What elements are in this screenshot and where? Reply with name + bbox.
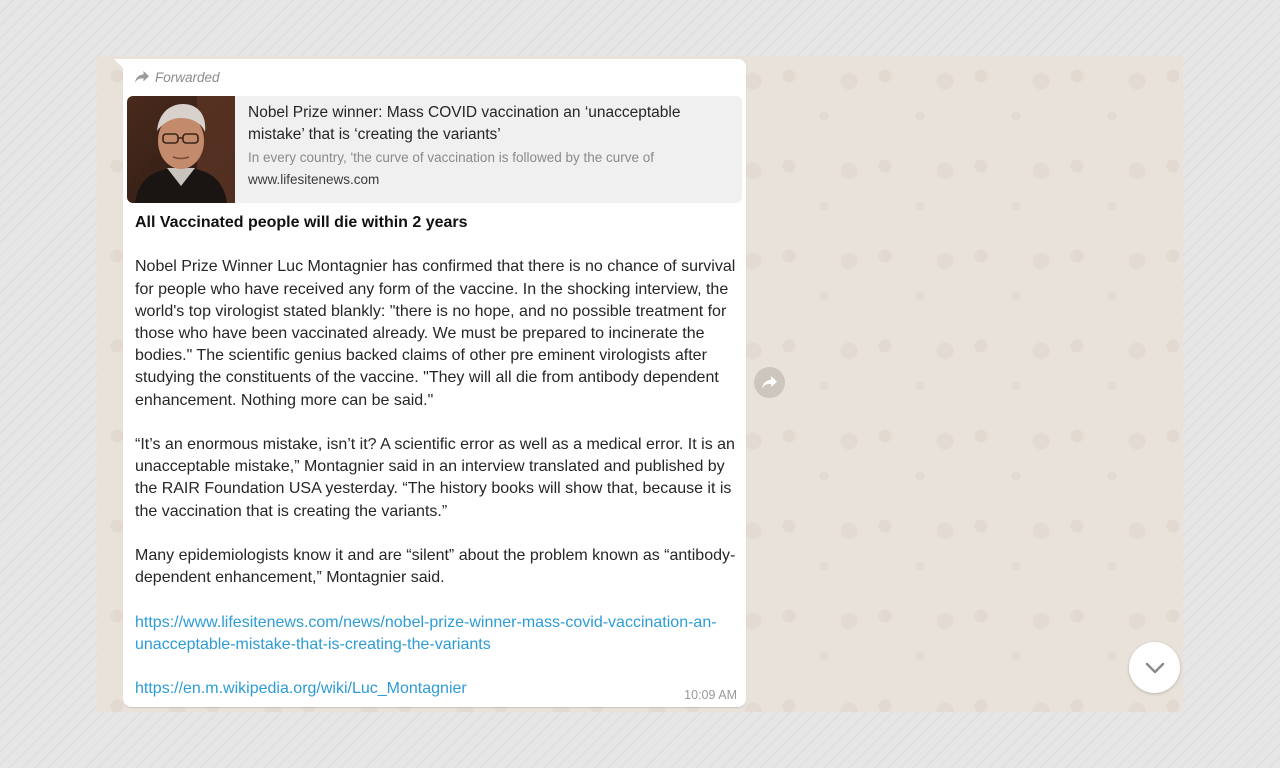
- forward-message-button[interactable]: [754, 367, 785, 398]
- link-preview-domain: www.lifesitenews.com: [248, 172, 380, 187]
- message-heading: All Vaccinated people will die within 2 years: [135, 214, 468, 231]
- forwarded-indicator: [134, 68, 220, 86]
- message-timestamp: 10:09 AM: [684, 688, 737, 702]
- forwarded-label: Forwarded: [155, 69, 220, 85]
- chevron-down-icon: [1145, 662, 1165, 674]
- link-preview-text: [235, 96, 742, 203]
- preview-thumbnail-image: [127, 96, 235, 203]
- message-paragraph: “It’s an enormous mistake, isn’t it? A scientific error as well as a medical error. It is an unacceptable mistake,” Montagnier said in an interview translated and published by the RAIR Foundation USA yesterday. “The history books will show that, because it is the vaccination that is creating the variants.”: [135, 436, 735, 520]
- lifesitenews-link[interactable]: https://www.lifesitenews.com/news/nobel-prize-winner-mass-covid-vaccination-an-unacceptable-mistake-that-is-creating-the-variants: [135, 613, 717, 653]
- link-preview-title: Nobel Prize winner: Mass COVID vaccination an ‘unacceptable mistake’ that is ‘creating the variants’: [248, 104, 681, 143]
- forward-arrow-icon: [134, 70, 150, 84]
- message-bubble[interactable]: [123, 59, 746, 707]
- scroll-to-bottom-button[interactable]: [1129, 642, 1180, 693]
- forward-arrow-icon: [761, 375, 778, 390]
- wikipedia-link[interactable]: https://en.m.wikipedia.org/wiki/Luc_Montagnier: [135, 680, 467, 698]
- link-preview-card[interactable]: [127, 96, 742, 203]
- message-text: [135, 212, 739, 700]
- message-paragraph: Many epidemiologists know it and are “silent” about the problem known as “antibody-dependent enhancement,” Montagnier said.: [135, 547, 736, 587]
- message-paragraph: Nobel Prize Winner Luc Montagnier has confirmed that there is no chance of survival for people who have received any form of the vaccine. In the shocking interview, the world's top virologist stated blankly: "there is no hope, and no possible treatment for those who have been vaccinated already. We must be prepared to incinerate the bodies." The scientific genius backed claims of other pre eminent virologists after studying the constituents of the vaccine. "They will all die from antibody dependent enhancement. Nothing more can be said.": [135, 258, 736, 409]
- link-preview-description: In every country, 'the curve of vaccination is followed by the curve of: [248, 150, 655, 165]
